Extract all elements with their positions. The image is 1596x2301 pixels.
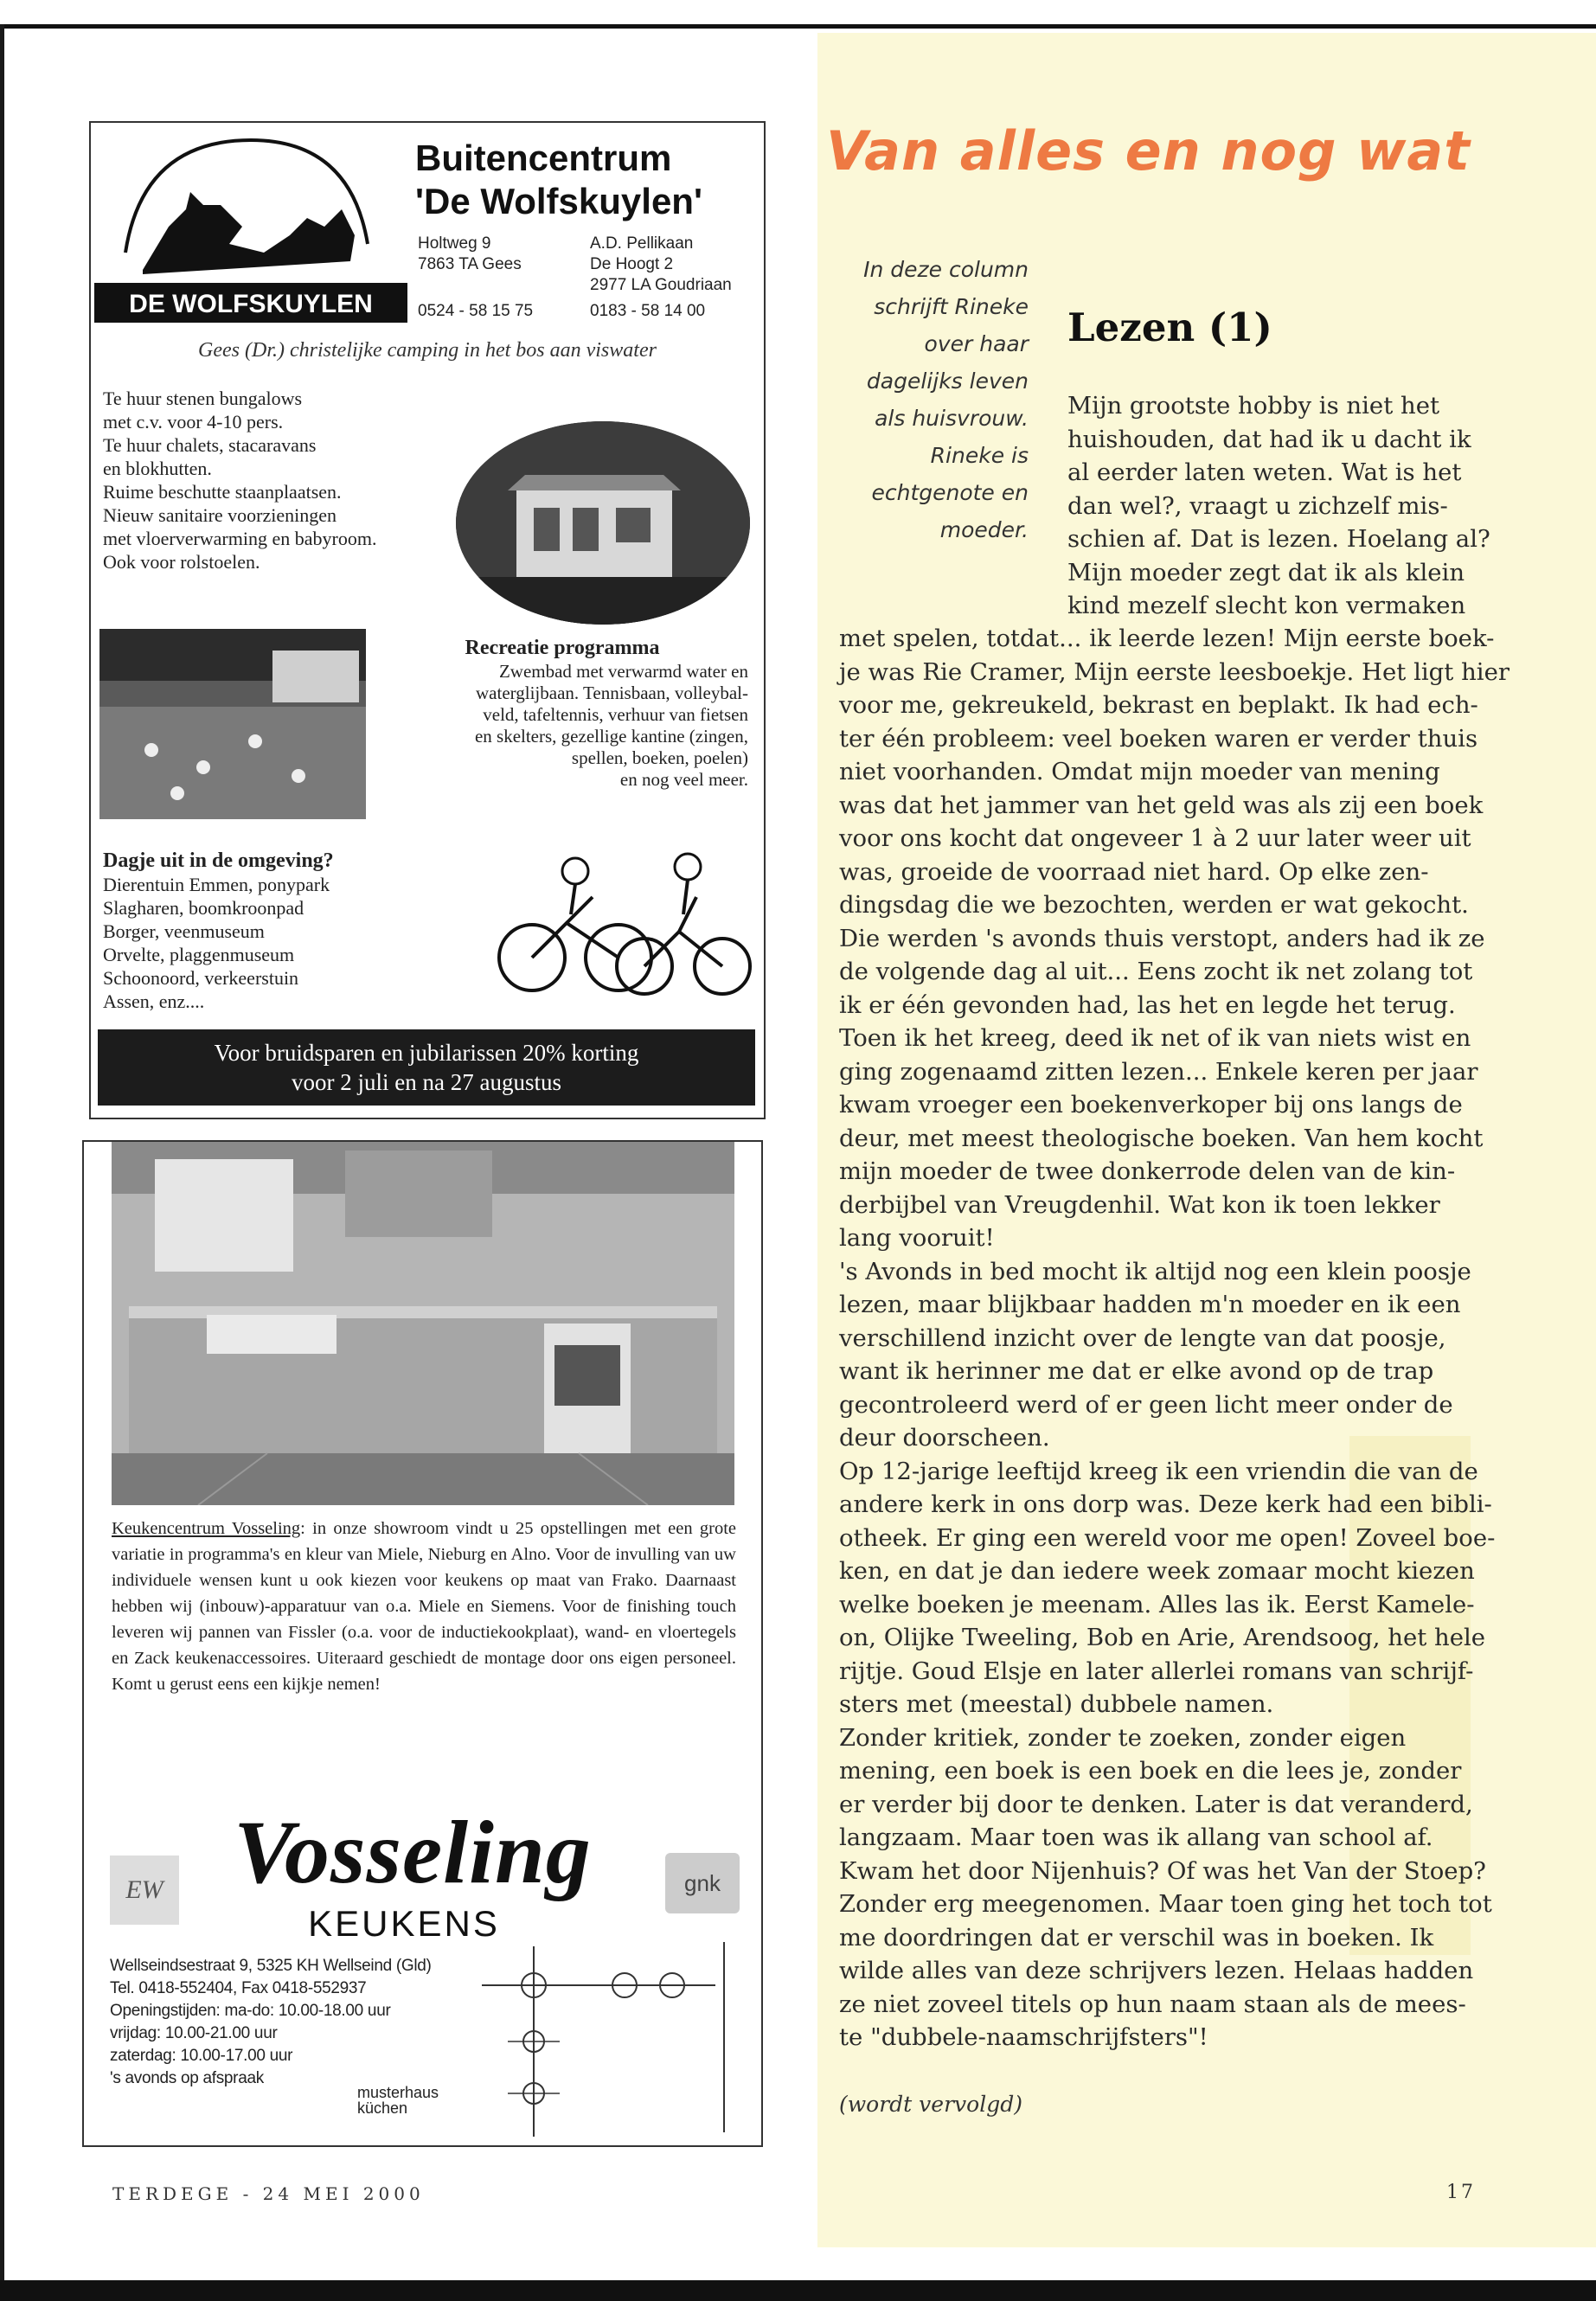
article-body: met spelen, totdat... ik leerde lezen! Mijn eerste boek- je was Rie Cramer, Mijn eerste leesboekje. Het ligt hier voor me, gekreukeld, bekrast en beplakt. Ik had ech- ter één probleem: veel boeken waren er verder thuis niet voorhanden. Omdat mijn moeder van mening was dat het jammer van het geld was als zij een boek voor ons kocht dat ongeveer 1 à 2 uur later weer uit was, groeide de voorraad niet hard. Op elke zen- dingsdag die we bezochten, werden er wat gekocht. Die werden 's avonds thuis verstopt, anders had ik ze de volgende dag al uit... Eens zocht ik net zolang tot ik er één gevonden had, las het en legde het terug. Toen ik het kreeg, deed ik net of ik van niets wist en ging zogenaamd zitten lezen... Enkele keren per jaar kwam vroeger een boekenverkoper bij ons langs de deur, met meest theologische boeken. Van hem kocht mijn moeder de twee donkerrode delen van de kin- derbijbel van Vreugdenhil. Wat kon ik toen lekker lang vooruit! 's Avonds in bed mocht ik altijd nog een klein poosje lezen, maar blijkbaar hadden m'n moeder en ik een verschillend inzicht over de lengte van dat poosje, want ik herinner me dat er elke avond op de trap gecontroleerd werd of er geen licht meer onder de deur doorscheen. Op 12-jarige leeftijd kreeg ik een vriendin die van de andere kerk in ons dorp was. Deze kerk had een bibli- otheek. Er ging een wereld voor me open! Zoveel boe- ken, en dat je dan iedere week zomaar mocht kiezen welke boeken je meenam. Alles las ik. Eerst Kamele- on, Olijke Tweeling, Bob en Arie, Arendsoog, het hele rijtje. Goud Elsje en later allerlei romans van schrijf- sters met (meestal) dubbele namen. Zonder kritiek, zonder te zoeken, zonder eigen mening, een boek is een boek en die lees je, zonder er verder bij door te denken. Later is dat veranderd, langzaam. Maar toen was ik allang van school af. Kwam het door Nijenhuis? Of was het Van der Stoep? Zonder erg meegenomen. Maar toen ging het toch tot me doordringen dat er verschil was in boeken. Ik wilde alles van deze schrijvers lezen. Helaas hadden ze niet zoveel titels op hun naam staan als de mees- te "dubbele-naamschrijfsters"! bbox=[839, 625, 1509, 2051]
discount-banner: Voor bruidsparen en jubilarissen 20% korting voor 2 juli en na 27 augustus bbox=[98, 1029, 755, 1106]
recreation-program: Recreatie programma Zwembad met verwarmd water en waterglijbaan. Tennisbaan, volleybal- veld, tafeltennis, verhuur van fietsen en skelters, gezellige kantine (zingen, spellen, boeken, poelen) en nog veel meer. bbox=[376, 638, 748, 791]
article-paragraph-intro: Mijn grootste hobby is niet het huishouden, dat had ik u dacht ik al eerder laten weten. Wat is het dan wel?, vraagt u zichzelf mis- schien af. Dat is lezen. Hoelang al? Mijn moeder zegt dat ik als klein kind mezelf slecht kon vermaken bbox=[1067, 392, 1490, 619]
page-number: 17 bbox=[1446, 2182, 1476, 2203]
day-trips: Dagje uit in de omgeving? Dierentuin Emmen, ponypark Slagharen, boomkroonpad Borger, veenmuseum Orvelte, plaggenmuseum Schoonoord, verkeerstuin Assen, enz.... bbox=[103, 849, 466, 1013]
wolfskuylen-logo bbox=[91, 123, 411, 330]
column-intro: In deze column schrijft Rineke over haar dagelijks leven als huisvrouw. Rineke is echtgenote en moeder. bbox=[863, 257, 1029, 542]
swimming-pool-photo bbox=[99, 629, 366, 819]
kitchen-centre-name: Keukencentrum Vosseling bbox=[112, 1519, 301, 1538]
to-be-continued-note: (wordt vervolgd) bbox=[839, 2092, 1022, 2117]
wolfskuylen-advertisement bbox=[89, 121, 766, 1119]
kitchen-photo bbox=[112, 1142, 734, 1505]
vosseling-advertisement bbox=[82, 1140, 763, 2147]
column-title: Van alles en nog wat bbox=[826, 119, 1471, 183]
ew-logo: EW bbox=[110, 1856, 179, 1925]
store-contact: Wellseindsestraat 9, 5325 KH Wellseind (Gld) Tel. 0418-552404, Fax 0418-552937 Openingstijden: ma-do: 10.00-18.00 uur vrijdag: 10.00-21.00 uur zaterdag: 10.00-17.00 uur 's avonds op afspraak bbox=[110, 1957, 432, 2087]
gnk-logo: gnk bbox=[665, 1853, 740, 1913]
magazine-footer: TERDEGE - 24 MEI 2000 bbox=[112, 2183, 425, 2204]
wolfskuylen-brand: Buitencentrum 'De Wolfskuylen' bbox=[415, 138, 702, 221]
kitchen-description: Keukencentrum Vosseling: in onze showroom vindt u 25 opstellingen met een grote variatie in programma's en kleur van Miele, Nieburg en Alno. Voor de invulling van uw individuele wensen kunt u ook kiezen voor keukens op maat van Frako. Daarnaast hebben wij (inbouw)-apparatuur van o.a. Miele en Siemens. Voor de finishing touch leveren wij pannen van Fissler (o.a. voor de inductiekookplaat), wand- en vloertegels en Zack keukenaccessoires. Uiteraard geschiedt de montage door ons eigen personeel. Komt u gerust eens een kijkje nemen! bbox=[112, 1519, 737, 1694]
route-map bbox=[456, 1938, 750, 2137]
recreation-heading: Recreatie programma bbox=[465, 637, 660, 659]
vosseling-brand: Vosseling bbox=[234, 1803, 592, 1902]
phone-gees: 0524 - 58 15 75 bbox=[418, 302, 534, 320]
logo-text: DE WOLFSKUYLEN bbox=[129, 290, 373, 318]
top-border bbox=[0, 24, 1596, 29]
bottom-border bbox=[0, 2280, 1596, 2301]
camping-tagline: Gees (Dr.) christelijke camping in het bos aan viswater bbox=[198, 339, 657, 362]
left-border bbox=[0, 24, 4, 2301]
keukens-subbrand: KEUKENS bbox=[308, 1903, 500, 1944]
rental-info: Te huur stenen bungalows met c.v. voor 4-10 pers. Te huur chalets, stacaravans en blokhutten. Ruime beschutte staanplaatsen. Nieuw sanitaire voorzieningen met vloerverwarming en babyroom. Ook voor rolstoelen. bbox=[103, 388, 377, 573]
address-goudriaan: A.D. Pellikaan De Hoogt 2 2977 LA Goudriaan bbox=[590, 234, 732, 294]
cyclists-illustration bbox=[471, 845, 757, 1001]
address-gees: Holtweg 9 7863 TA Gees bbox=[418, 234, 522, 273]
musterhaus-logo: musterhaus küchen bbox=[357, 2084, 439, 2117]
day-trips-heading: Dagje uit in de omgeving? bbox=[103, 849, 334, 872]
article-title: Lezen (1) bbox=[1067, 304, 1272, 350]
phone-goudriaan: 0183 - 58 14 00 bbox=[590, 302, 706, 320]
